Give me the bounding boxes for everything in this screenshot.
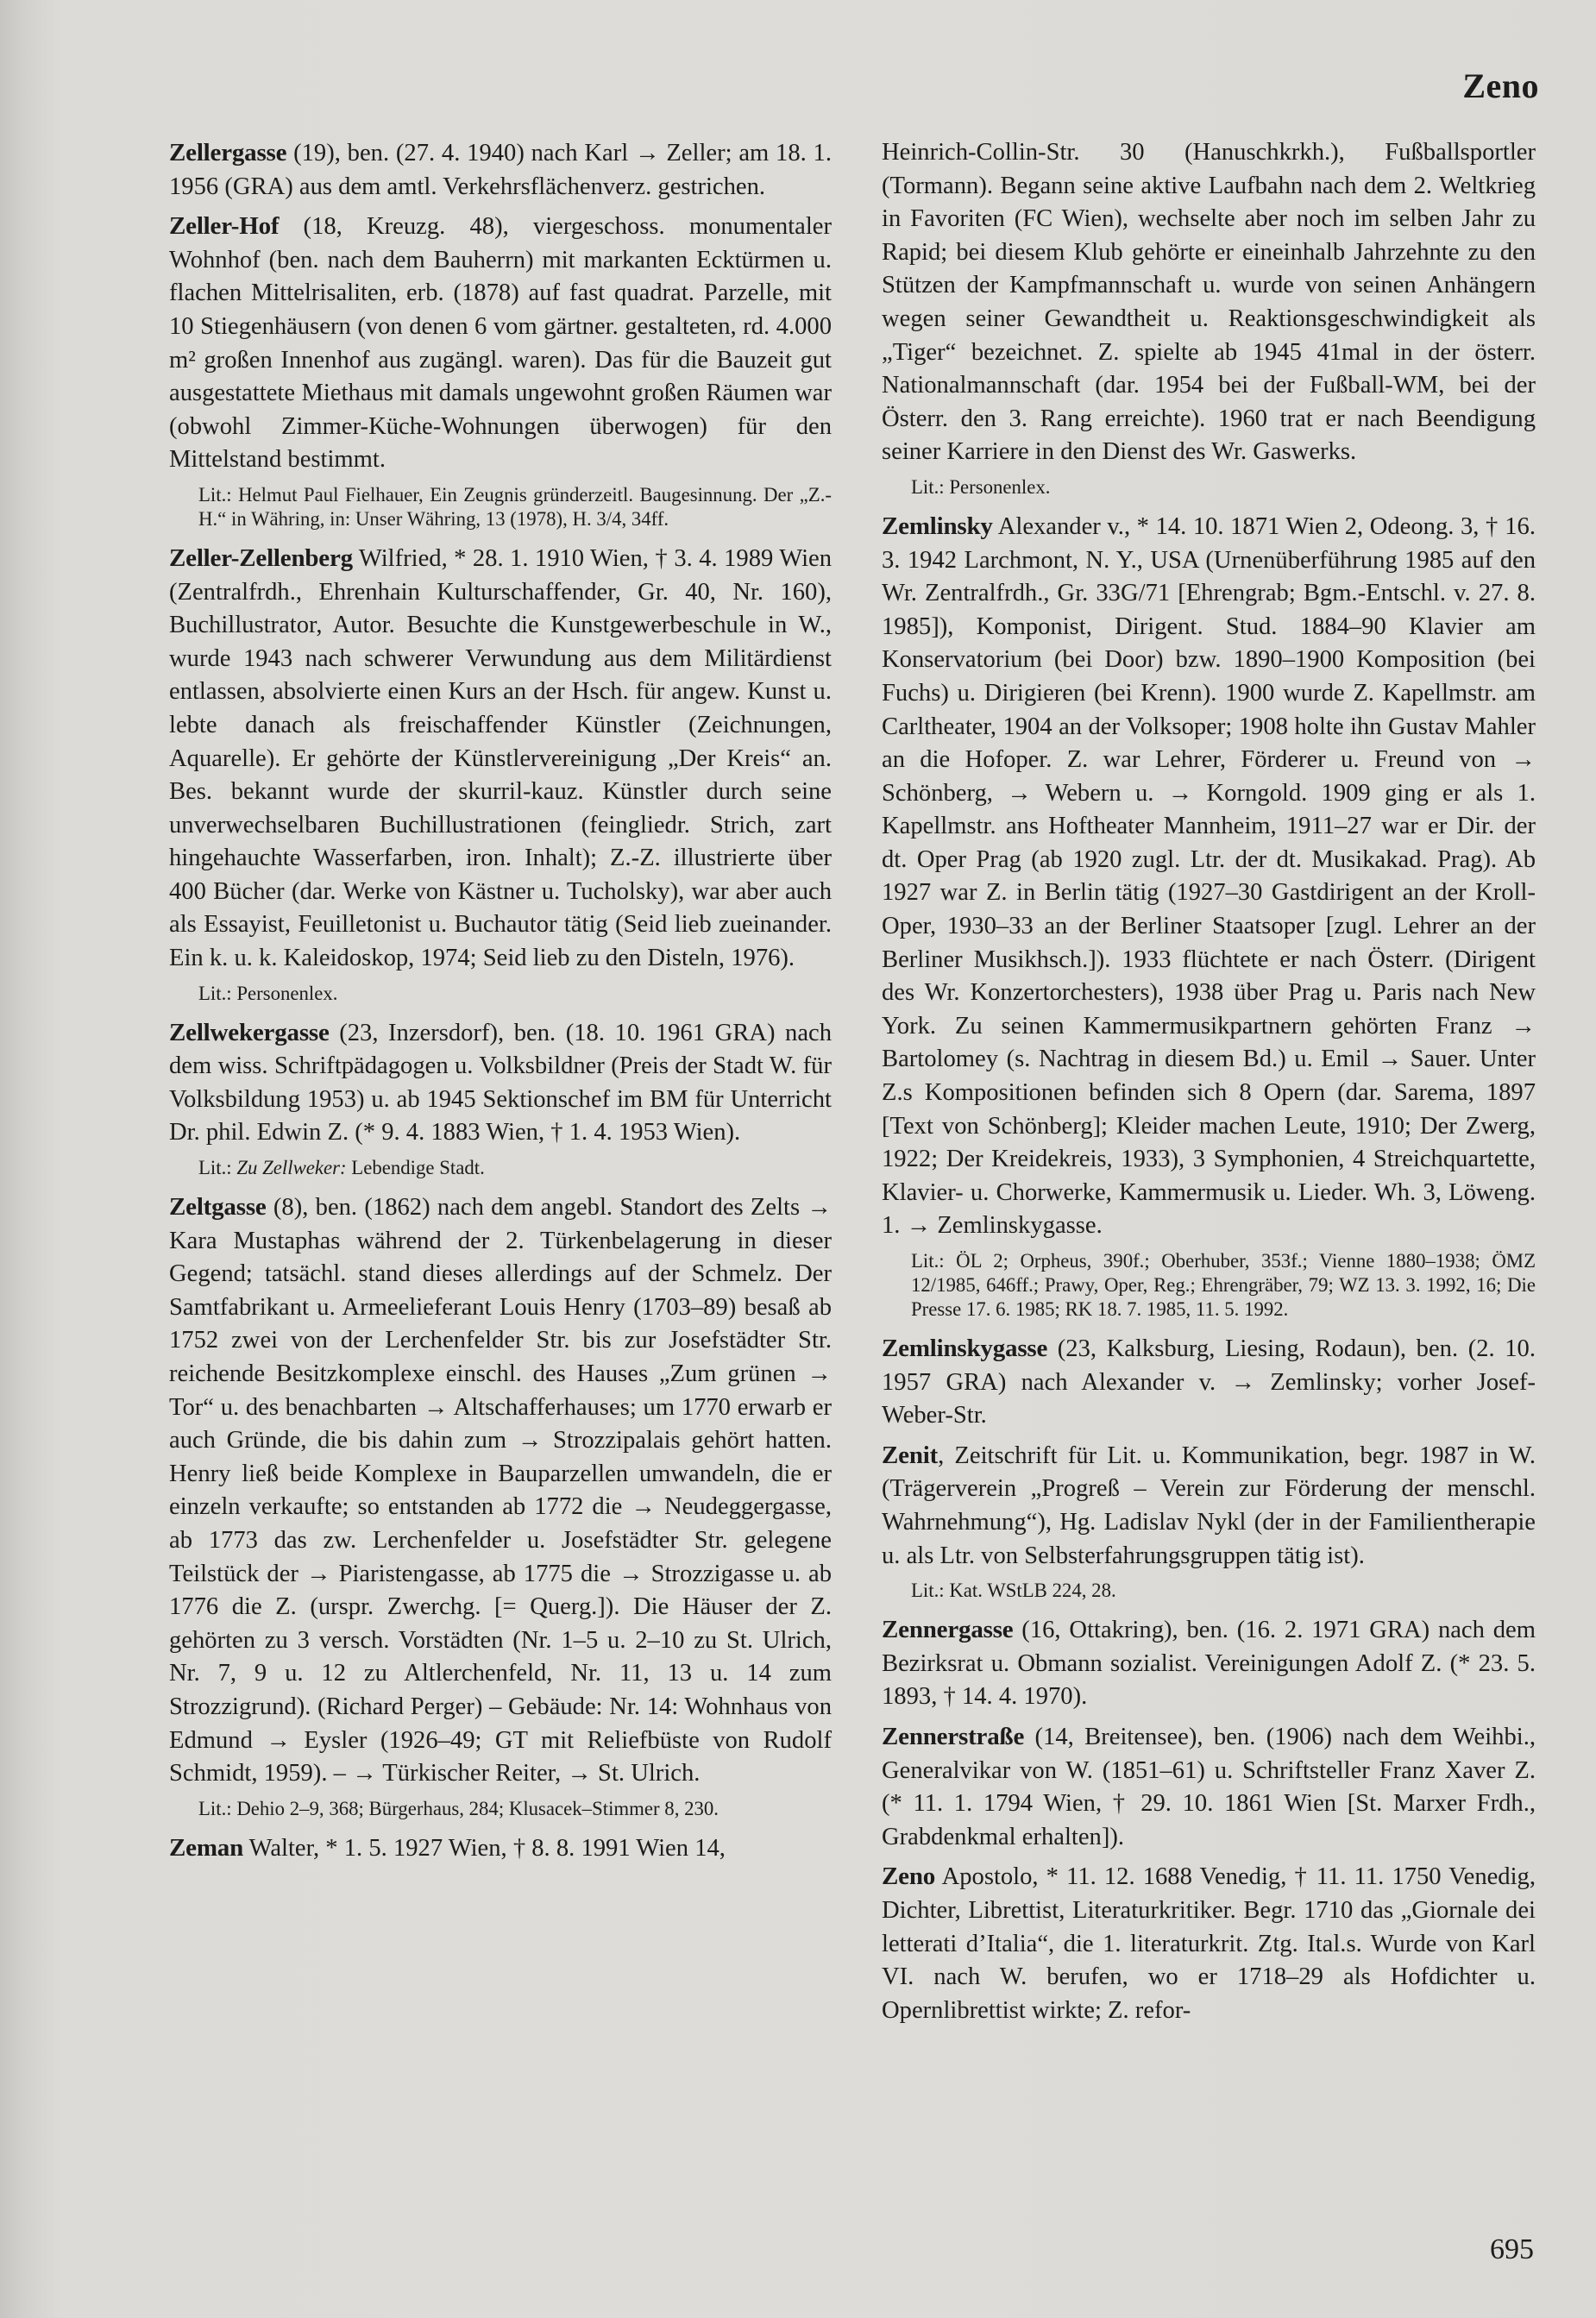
entry-lemma: Zellwekergasse	[169, 1018, 330, 1046]
page-number: 695	[1490, 2233, 1534, 2265]
literature-note	[198, 1156, 832, 1180]
literature-note: Lit.: Personenlex.	[911, 475, 1051, 498]
entry-lemma: Zellergasse	[169, 139, 287, 166]
entry-lemma: Zeller-Hof	[169, 212, 280, 241]
literature-note: Lit.: Helmut Paul Fielhauer, Ein Zeugnis gründerzeitl. Baugesinnung. Der „Z.-H.“ in Währing, in: Unser Währing, 13 (1978), H. 3/4, 34ff.	[198, 483, 832, 530]
literature-note: Lit.: Dehio 2–9, 368; Bürgerhaus, 284; Klusacek–Stimmer 8, 230.	[198, 1797, 719, 1819]
entry-text: (8), ben. (1862) nach dem angebl. Standort des Zelts → Kara Mustaphas während der 2. Türkenbelagerung in dieser Gegend; tatsächl. stand dieses allerdings auf der Schmelz. Der Samtfabrikant u. Armeelieferant Louis Henry (1703–89) besaß ab 1752 zwei von der Lerchenfelder Str. bis zur Josefstädter Str. reichende Besitzkomplexe einschl. des Hauses „Zum grünen → Tor“ u. des benachbarten → Altschafferhauses; um 1770 erwarb er auch Gründe, die bis dahin zum → Strozzipalais gehört hatten. Henry ließ beide Komplexe in Bauparzellen umwandeln, die er einzeln verkaufte; so entstanden ab 1772 die → Neudeggergasse, ab 1773 das zw. Lerchenfelder u. Josefstädter Str. gelegene Teilstück der → Piaristengasse, ab 1775 die → Strozzigasse u. ab 1776 die Z. (urspr. Zwerchg. [= Querg.]). Die Häuser der Z. gehörten zu 3 versch. Vorstädten (Nr. 1–5 u. 2–10 zu St. Ulrich, Nr. 7, 9 u. 12 zu Altlerchenfeld, Nr. 11, 13 u. 14 zum Strozzigrund). (Richard Perger) – Gebäude: Nr. 14: Wohnhaus von Edmund → Eysler (1926–49; GT mit Reliefbüste von Rudolf Schmidt, 1959). – → Türkischer Reiter, → St. Ulrich.	[169, 1194, 832, 1787]
literature-note: Lit.: ÖL 2; Orpheus, 390f.; Oberhuber, 353f.; Vienne 1880–1938; ÖMZ 12/1985, 646ff.; Prawy, Oper, Reg.; Ehrengräber, 79; WZ 13. 3. 1992, 16; Die Presse 17. 6. 1985; RK 18. 7. 1985, 11. 5. 1992.	[911, 1250, 1536, 1320]
entry-continuation	[882, 136, 1536, 469]
entry-lemma: Zennerstraße	[882, 1722, 1025, 1750]
entry	[169, 542, 832, 976]
entry-text: Alexander v., * 14. 10. 1871 Wien 2, Odeong. 3, † 16. 3. 1942 Larchmont, N. Y., USA (Urnenüberführung 1985 auf den Wr. Zentralfrdh., Gr. 33G/71 [Ehrengrab; Bgm.-Entschl. v. 27. 8. 1985]), Komponist, Dirigent. Stud. 1884–90 Klavier am Konservatorium (bei Door) bzw. 1890–1900 Komposition (bei Fuchs) u. Dirigieren (bei Krenn). 1900 wurde Z. Kapellmstr. am Carltheater, 1904 an der Volksoper; 1908 holte ihn Gustav Mahler an die Hofoper. Z. war Lehrer, Förderer u. Freund von → Schönberg, → Webern u. → Korngold. 1909 ging er als 1. Kapellmstr. ans Hoftheater Mannheim, 1911–27 war er Dir. der dt. Oper Prag (ab 1920 zugl. Ltr. der dt. Musikakad. Prag). Ab 1927 war Z. in Berlin tätig (1927–30 Gastdirigent an der Kroll-Oper, 1930–33 an der Berliner Staatsoper [zugl. Lehrer an der Berliner Musikhsch.]). 1933 flüchtete er nach Österr. (Dirigent des Wr. Konzertorchesters), 1938 über Prag u. Paris nach New York. Zu seinen Kammermusikpartnern gehörten Franz → Bartolomey (s. Nachtrag in diesem Bd.) u. Emil → Sauer. Unter Z.s Kompositionen befinden sich 8 Opern (dar. Sarema, 1897 [Text von Schönberg]; Kleider machen Leute, 1910; Der Zwerg, 1922; Der Kreidekreis, 1933), 3 Symphonien, 4 Streichquartette, Klavier- u. Chorwerke, Kammermusik u. Lieder. Wh. 3, Löweng. 1. → Zemlinskygasse.	[882, 512, 1536, 1240]
lit-text: Lebendige Stadt.	[346, 1157, 485, 1179]
entry-lemma: Zeman	[169, 1833, 244, 1862]
entry-lemma: Zemlinsky	[882, 512, 993, 540]
entry-lemma: Zenit	[882, 1441, 939, 1469]
entry	[882, 1860, 1536, 2027]
entry-text: Heinrich-Collin-Str. 30 (Hanuschkrkh.), Fußballsportler (Tormann). Begann seine aktive Laufbahn nach dem 2. Weltkrieg in Favoriten (FC Wien), wechselte aber noch im selben Jahr zu Rapid; bei diesem Klub gehörte er eineinhalb Jahrzehnte zu den Stützen der Kampfmannschaft u. wurde von seinen Anhängern wegen seiner Gewandtheit u. Reaktionsgeschwindigkeit als „Tiger“ bezeichnet. Z. spielte ab 1945 41mal in der österr. Nationalmannschaft (dar. 1954 bei der Fußball-WM, bei der Österr. den 3. Rang erreichte). 1960 trat er nach Beendigung seiner Karriere in den Dienst des Wr. Gaswerks.	[882, 139, 1536, 466]
left-column	[169, 136, 832, 1871]
entry	[169, 136, 832, 204]
entry-text: Walter, * 1. 5. 1927 Wien, † 8. 8. 1991 Wien 14,	[243, 1834, 726, 1862]
entry-text: Wilfried, * 28. 1. 1910 Wien, † 3. 4. 1989 Wien (Zentralfrdh., Ehrenhain Kulturschaffender, Gr. 40, Nr. 160), Buchillustrator, Autor. Besuchte die Kunstgewerbeschule in W., wurde 1943 nach schwerer Verwundung aus dem Militärdienst entlassen, absolvierte einen Kurs an der Hsch. für angew. Kunst u. lebte danach als freischaffender Künstler (Zeichnungen, Aquarelle). Er gehörte der Künstlervereinigung „Der Kreis“ an. Bes. bekannt wurde der skurril-kauz. Künstler durch seine unverwechselbaren Buchillustrationen (feingliedr. Strich, zart hingehauchte Wasserfarben, iron. Inhalt); Z.-Z. illustrierte über 400 Bücher (dar. Werke von Kästner u. Tucholsky), war aber auch als Essayist, Feuilletonist u. Buchautor tätig (Seid lieb zueinander. Ein k. u. k. Kaleidoskop, 1974; Seid lieb zu den Disteln, 1976).	[169, 544, 832, 972]
entry	[169, 210, 832, 477]
literature-note: Lit.: Kat. WStLB 224, 28.	[911, 1580, 1116, 1602]
entry-lemma: Zennergasse	[882, 1616, 1014, 1644]
entry-lemma: Zeltgasse	[169, 1193, 267, 1222]
entry	[882, 1332, 1536, 1433]
entry-text: (16, Ottakring), ben. (16. 2. 1971 GRA) nach dem Bezirksrat u. Obmann sozialist. Vereinigungen Adolf Z. (* 23. 5. 1893, † 14. 4. 1970).	[882, 1617, 1536, 1711]
entry-text: (14, Breitensee), ben. (1906) nach dem Weihbi., Generalvikar von W. (1851–61) u. Schriftsteller Franz Xaver Z. (* 11. 1. 1794 Wien, † 29. 10. 1861 Wien [St. Marxer Frdh., Grabdenkmal erhalten]).	[882, 1723, 1536, 1850]
entry-lemma: Zeller-Zellenberg	[169, 543, 353, 572]
entry-text: , Zeitschrift für Lit. u. Kommunikation, begr. 1987 in W. (Trägerverein „Progreß – Verein zur Förderung der menschl. Wahrnehmung“), Hg. Ladislav Nykl (der in der Familientherapie u. als Ltr. von Selbsterfahrungsgruppen tätig ist).	[882, 1442, 1536, 1569]
entry	[169, 1016, 832, 1150]
entry-text: (23, Inzersdorf), ben. (18. 10. 1961 GRA) nach dem wiss. Schriftpädagogen u. Volksbildner (Preis der Stadt W. für Volksbildung 1953) u. ab 1945 Sektionschef im BM für Unterricht Dr. phil. Edwin Z. (* 9. 4. 1883 Wien, † 1. 4. 1953 Wien).	[169, 1019, 832, 1146]
entry	[882, 1720, 1536, 1854]
entry	[882, 1439, 1536, 1573]
entry-text: (19), ben. (27. 4. 1940) nach Karl → Zeller; am 18. 1. 1956 (GRA) aus dem amtl. Verkehrsflächenverz. gestrichen.	[169, 140, 832, 200]
literature-note: Lit.: Personenlex.	[198, 982, 338, 1004]
entry-lemma: Zeno	[882, 1863, 936, 1891]
entry-text: (18, Kreuzg. 48), viergeschoss. monumentaler Wohnhof (ben. nach dem Bauherrn) mit markanten Ecktürmen u. flachen Mittelrisaliten, erb. (1878) auf fast quadrat. Parzelle, mit 10 Stiegenhäusern (von denen 6 vom gärtner. gestalteten, rd. 4.000 m² großen Innenhof aus zugängl. waren). Das für die Bauzeit gut ausgestattete Miethaus mit damals ungewohnt großen Räumen war (obwohl Zimmer-Küche-Wohnungen überwogen) für den Mittelstand bestimmt.	[169, 213, 832, 474]
entry-text: Apostolo, * 11. 12. 1688 Venedig, † 11. 11. 1750 Venedig, Dichter, Librettist, Literaturkritiker. Begr. 1710 das „Giornale dei letterati d’Italia“, die 1. literaturkrit. Ztg. Ital.s. Wurde von Karl VI. nach W. berufen, wo er 1718–29 als Hofdichter u. Opernlibrettist wirkte; Z. refor-	[882, 1863, 1536, 2024]
right-column	[882, 136, 1536, 2033]
entry-lemma: Zemlinskygasse	[882, 1335, 1048, 1362]
lit-italic: Zu Zellweker:	[236, 1157, 347, 1179]
entry	[882, 510, 1536, 1243]
entry	[882, 1613, 1536, 1714]
entry	[169, 1831, 832, 1866]
running-head: Zeno	[1462, 66, 1539, 105]
lit-prefix: Lit.:	[198, 1157, 237, 1179]
entry	[169, 1190, 832, 1791]
entry-text: (23, Kalksburg, Liesing, Rodaun), ben. (2. 10. 1957 GRA) nach Alexander v. → Zemlinsky; vorher Josef-Weber-Str.	[882, 1335, 1536, 1429]
